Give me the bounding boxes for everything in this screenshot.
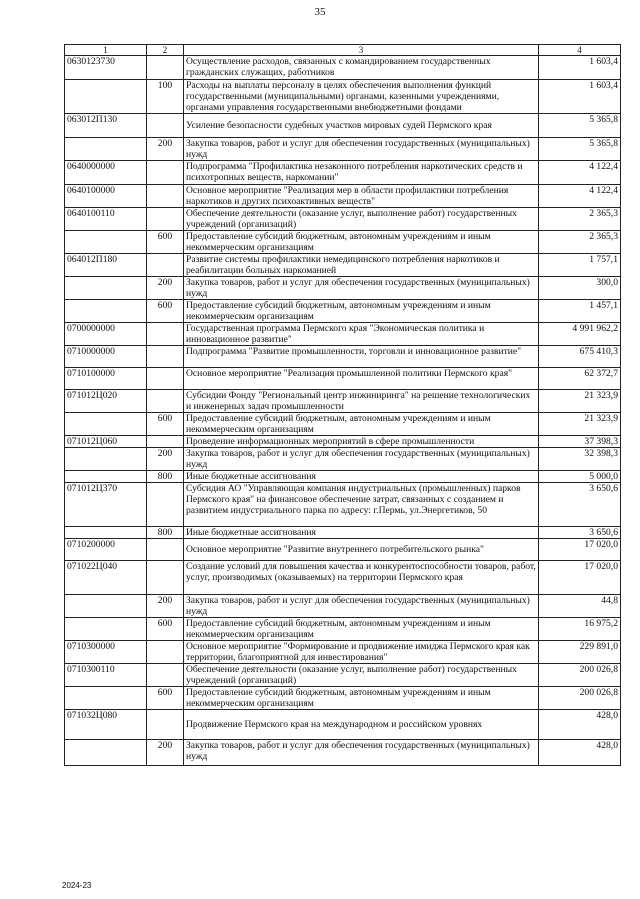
row-expense-type: 200 xyxy=(147,277,184,300)
row-expense-type xyxy=(147,208,184,231)
row-expense-type xyxy=(147,56,184,80)
row-amount: 1 757,1 xyxy=(539,254,621,277)
row-description: Предоставление субсидий бюджетным, автономным учреждениям и иным некоммерческим организациям xyxy=(184,687,539,710)
row-expense-type: 200 xyxy=(147,740,184,766)
row-description: Усиление безопасности судебных участков мировых судей Пермского края xyxy=(184,114,539,138)
row-description: Создание условий для повышения качества и конкурентоспособности товаров, работ, услуг, производимых (оказываемых) на территории Пермского края xyxy=(184,561,539,595)
table-row xyxy=(65,664,621,687)
row-description: Обеспечение деятельности (оказание услуг, выполнение работ) государственных учреждений (организаций) xyxy=(184,208,539,231)
row-code: 0710300000 xyxy=(65,641,147,664)
page-number: 35 xyxy=(314,6,326,18)
row-expense-type: 200 xyxy=(147,138,184,161)
table-row xyxy=(65,471,621,483)
row-amount: 428,0 xyxy=(539,740,621,766)
row-amount: 17 020,0 xyxy=(539,561,621,595)
table-row xyxy=(65,277,621,300)
table-row xyxy=(65,618,621,641)
table-row xyxy=(65,390,621,413)
table-row xyxy=(65,641,621,664)
row-code: 071012Ц060 xyxy=(65,436,147,448)
row-amount: 17 020,0 xyxy=(539,539,621,561)
row-code: 0640100000 xyxy=(65,185,147,208)
table-row xyxy=(65,231,621,254)
row-amount: 2 365,3 xyxy=(539,208,621,231)
row-code xyxy=(65,687,147,710)
row-code xyxy=(65,595,147,618)
row-amount: 1 457,1 xyxy=(539,300,621,323)
row-expense-type: 600 xyxy=(147,687,184,710)
table-row xyxy=(65,483,621,527)
table-row xyxy=(65,710,621,740)
row-amount: 200 026,8 xyxy=(539,664,621,687)
row-description: Закупка товаров, работ и услуг для обеспечения государственных (муниципальных) нужд xyxy=(184,277,539,300)
row-code: 0710000000 xyxy=(65,346,147,368)
row-code: 0700000000 xyxy=(65,323,147,346)
column-header-1: 1 xyxy=(65,45,147,56)
row-code xyxy=(65,471,147,483)
table-row xyxy=(65,185,621,208)
row-expense-type: 600 xyxy=(147,413,184,436)
row-code xyxy=(65,527,147,539)
row-description: Закупка товаров, работ и услуг для обеспечения государственных (муниципальных) нужд xyxy=(184,740,539,766)
row-code: 064012П180 xyxy=(65,254,147,277)
row-expense-type xyxy=(147,664,184,687)
row-description: Основное мероприятие "Формирование и продвижение имиджа Пермского края как территории, благоприятной для инвестирования" xyxy=(184,641,539,664)
row-amount: 21 323,9 xyxy=(539,413,621,436)
row-description: Осуществление расходов, связанных с командированием государственных гражданских служащих, работников xyxy=(184,56,539,80)
row-amount: 1 603,4 xyxy=(539,80,621,114)
table-row xyxy=(65,323,621,346)
table-row xyxy=(65,300,621,323)
table-row xyxy=(65,56,621,80)
row-amount: 3 650,6 xyxy=(539,527,621,539)
column-header-4: 4 xyxy=(539,45,621,56)
table-header-row xyxy=(65,45,621,56)
table-row xyxy=(65,138,621,161)
row-description: Подпрограмма "Развитие промышленности, торговли и инновационное развитие" xyxy=(184,346,539,368)
row-amount: 37 398,3 xyxy=(539,436,621,448)
row-code xyxy=(65,413,147,436)
row-amount: 32 398,3 xyxy=(539,448,621,471)
table-row xyxy=(65,561,621,595)
row-amount: 16 975,2 xyxy=(539,618,621,641)
row-description: Развитие системы профилактики немедицинского потребления наркотиков и реабилитации больных наркоманией xyxy=(184,254,539,277)
table-row xyxy=(65,539,621,561)
row-expense-type: 600 xyxy=(147,231,184,254)
row-expense-type xyxy=(147,114,184,138)
row-code: 0710200000 xyxy=(65,539,147,561)
table-row xyxy=(65,413,621,436)
row-description: Закупка товаров, работ и услуг для обеспечения государственных (муниципальных) нужд xyxy=(184,595,539,618)
row-amount: 62 372,7 xyxy=(539,368,621,390)
row-code: 063012П130 xyxy=(65,114,147,138)
row-expense-type: 200 xyxy=(147,595,184,618)
row-description: Предоставление субсидий бюджетным, автономным учреждениям и иным некоммерческим организациям xyxy=(184,231,539,254)
row-code xyxy=(65,618,147,641)
row-code xyxy=(65,448,147,471)
row-amount: 428,0 xyxy=(539,710,621,740)
row-expense-type xyxy=(147,368,184,390)
table-row xyxy=(65,687,621,710)
row-amount: 3 650,6 xyxy=(539,483,621,527)
row-expense-type xyxy=(147,539,184,561)
row-expense-type: 800 xyxy=(147,471,184,483)
row-code xyxy=(65,80,147,114)
row-code xyxy=(65,740,147,766)
row-expense-type xyxy=(147,483,184,527)
table-row xyxy=(65,254,621,277)
row-expense-type xyxy=(147,561,184,595)
row-code xyxy=(65,300,147,323)
row-expense-type xyxy=(147,436,184,448)
row-code xyxy=(65,231,147,254)
row-description: Подпрограмма "Профилактика незаконного потребления наркотических средств и психотропных веществ, наркомании" xyxy=(184,161,539,185)
row-expense-type: 600 xyxy=(147,618,184,641)
row-expense-type xyxy=(147,185,184,208)
row-expense-type xyxy=(147,254,184,277)
table-row xyxy=(65,368,621,390)
row-amount: 1 603,4 xyxy=(539,56,621,80)
row-code: 071012Ц020 xyxy=(65,390,147,413)
row-amount: 2 365,3 xyxy=(539,231,621,254)
column-header-2: 2 xyxy=(147,45,184,56)
row-expense-type xyxy=(147,390,184,413)
document-footer-code: 2024-23 xyxy=(62,881,92,890)
row-amount: 5 365,8 xyxy=(539,114,621,138)
row-description: Основное мероприятие "Развитие внутреннего потребительского рынка" xyxy=(184,539,539,561)
row-description: Государственная программа Пермского края "Экономическая политика и инновационное развитие" xyxy=(184,323,539,346)
row-amount: 200 026,8 xyxy=(539,687,621,710)
row-description: Предоставление субсидий бюджетным, автономным учреждениям и иным некоммерческим организациям xyxy=(184,300,539,323)
row-expense-type xyxy=(147,346,184,368)
column-header-3: 3 xyxy=(184,45,539,56)
row-code: 071032Ц080 xyxy=(65,710,147,740)
row-code xyxy=(65,277,147,300)
row-code xyxy=(65,138,147,161)
table-row xyxy=(65,80,621,114)
row-amount: 4 991 962,2 xyxy=(539,323,621,346)
table-body xyxy=(65,56,621,766)
row-expense-type: 200 xyxy=(147,448,184,471)
row-description: Предоставление субсидий бюджетным, автономным учреждениям и иным некоммерческим организациям xyxy=(184,413,539,436)
table-row xyxy=(65,595,621,618)
row-code: 0640100110 xyxy=(65,208,147,231)
row-amount: 300,0 xyxy=(539,277,621,300)
row-description: Продвижение Пермского края на международном и российском уровнях xyxy=(184,710,539,740)
row-description: Закупка товаров, работ и услуг для обеспечения государственных (муниципальных) нужд xyxy=(184,138,539,161)
row-expense-type xyxy=(147,161,184,185)
table-row xyxy=(65,448,621,471)
row-amount: 229 891,0 xyxy=(539,641,621,664)
row-expense-type: 600 xyxy=(147,300,184,323)
row-expense-type xyxy=(147,323,184,346)
row-amount: 5 365,8 xyxy=(539,138,621,161)
row-code: 0710100000 xyxy=(65,368,147,390)
row-description: Основное мероприятие "Реализация промышленной политики Пермского края" xyxy=(184,368,539,390)
row-expense-type xyxy=(147,641,184,664)
row-code: 0630123730 xyxy=(65,56,147,80)
table-row xyxy=(65,527,621,539)
table-row xyxy=(65,346,621,368)
row-description: Субсидия АО "Управляющая компания индустриальных (промышленных) парков Пермского края" на финансовое обеспечение затрат, связанных с созданием и развитием индустриального парка по адресу: г.Пермь, ул.Энергетиков, 50 xyxy=(184,483,539,527)
budget-table xyxy=(64,44,621,766)
row-expense-type: 100 xyxy=(147,80,184,114)
row-description: Проведение информационных мероприятий в сфере промышленности xyxy=(184,436,539,448)
table-row xyxy=(65,436,621,448)
row-code: 071012Ц370 xyxy=(65,483,147,527)
row-amount: 4 122,4 xyxy=(539,161,621,185)
table-row xyxy=(65,114,621,138)
row-description: Расходы на выплаты персоналу в целях обеспечения выполнения функций государственными (муниципальными) органами, казенными учреждениями, органами управления государственными внебюджетными фондами xyxy=(184,80,539,114)
row-amount: 44,8 xyxy=(539,595,621,618)
row-description: Обеспечение деятельности (оказание услуг, выполнение работ) государственных учреждений (организаций) xyxy=(184,664,539,687)
row-amount: 5 000,0 xyxy=(539,471,621,483)
row-amount: 21 323,9 xyxy=(539,390,621,413)
row-amount: 4 122,4 xyxy=(539,185,621,208)
table-row xyxy=(65,161,621,185)
row-code: 0640000000 xyxy=(65,161,147,185)
row-amount: 675 410,3 xyxy=(539,346,621,368)
row-description: Предоставление субсидий бюджетным, автономным учреждениям и иным некоммерческим организациям xyxy=(184,618,539,641)
table-row xyxy=(65,208,621,231)
row-expense-type: 800 xyxy=(147,527,184,539)
row-code: 0710300110 xyxy=(65,664,147,687)
table-row xyxy=(65,740,621,766)
row-description: Иные бюджетные ассигнования xyxy=(184,471,539,483)
row-description: Иные бюджетные ассигнования xyxy=(184,527,539,539)
row-description: Основное мероприятие "Реализация мер в области профилактики потребления наркотиков и других психоактивных веществ" xyxy=(184,185,539,208)
row-expense-type xyxy=(147,710,184,740)
row-description: Субсидии Фонду "Региональный центр инжиниринга" на решение технологических и инженерных задач промышленности xyxy=(184,390,539,413)
row-description: Закупка товаров, работ и услуг для обеспечения государственных (муниципальных) нужд xyxy=(184,448,539,471)
row-code: 071022Ц040 xyxy=(65,561,147,595)
